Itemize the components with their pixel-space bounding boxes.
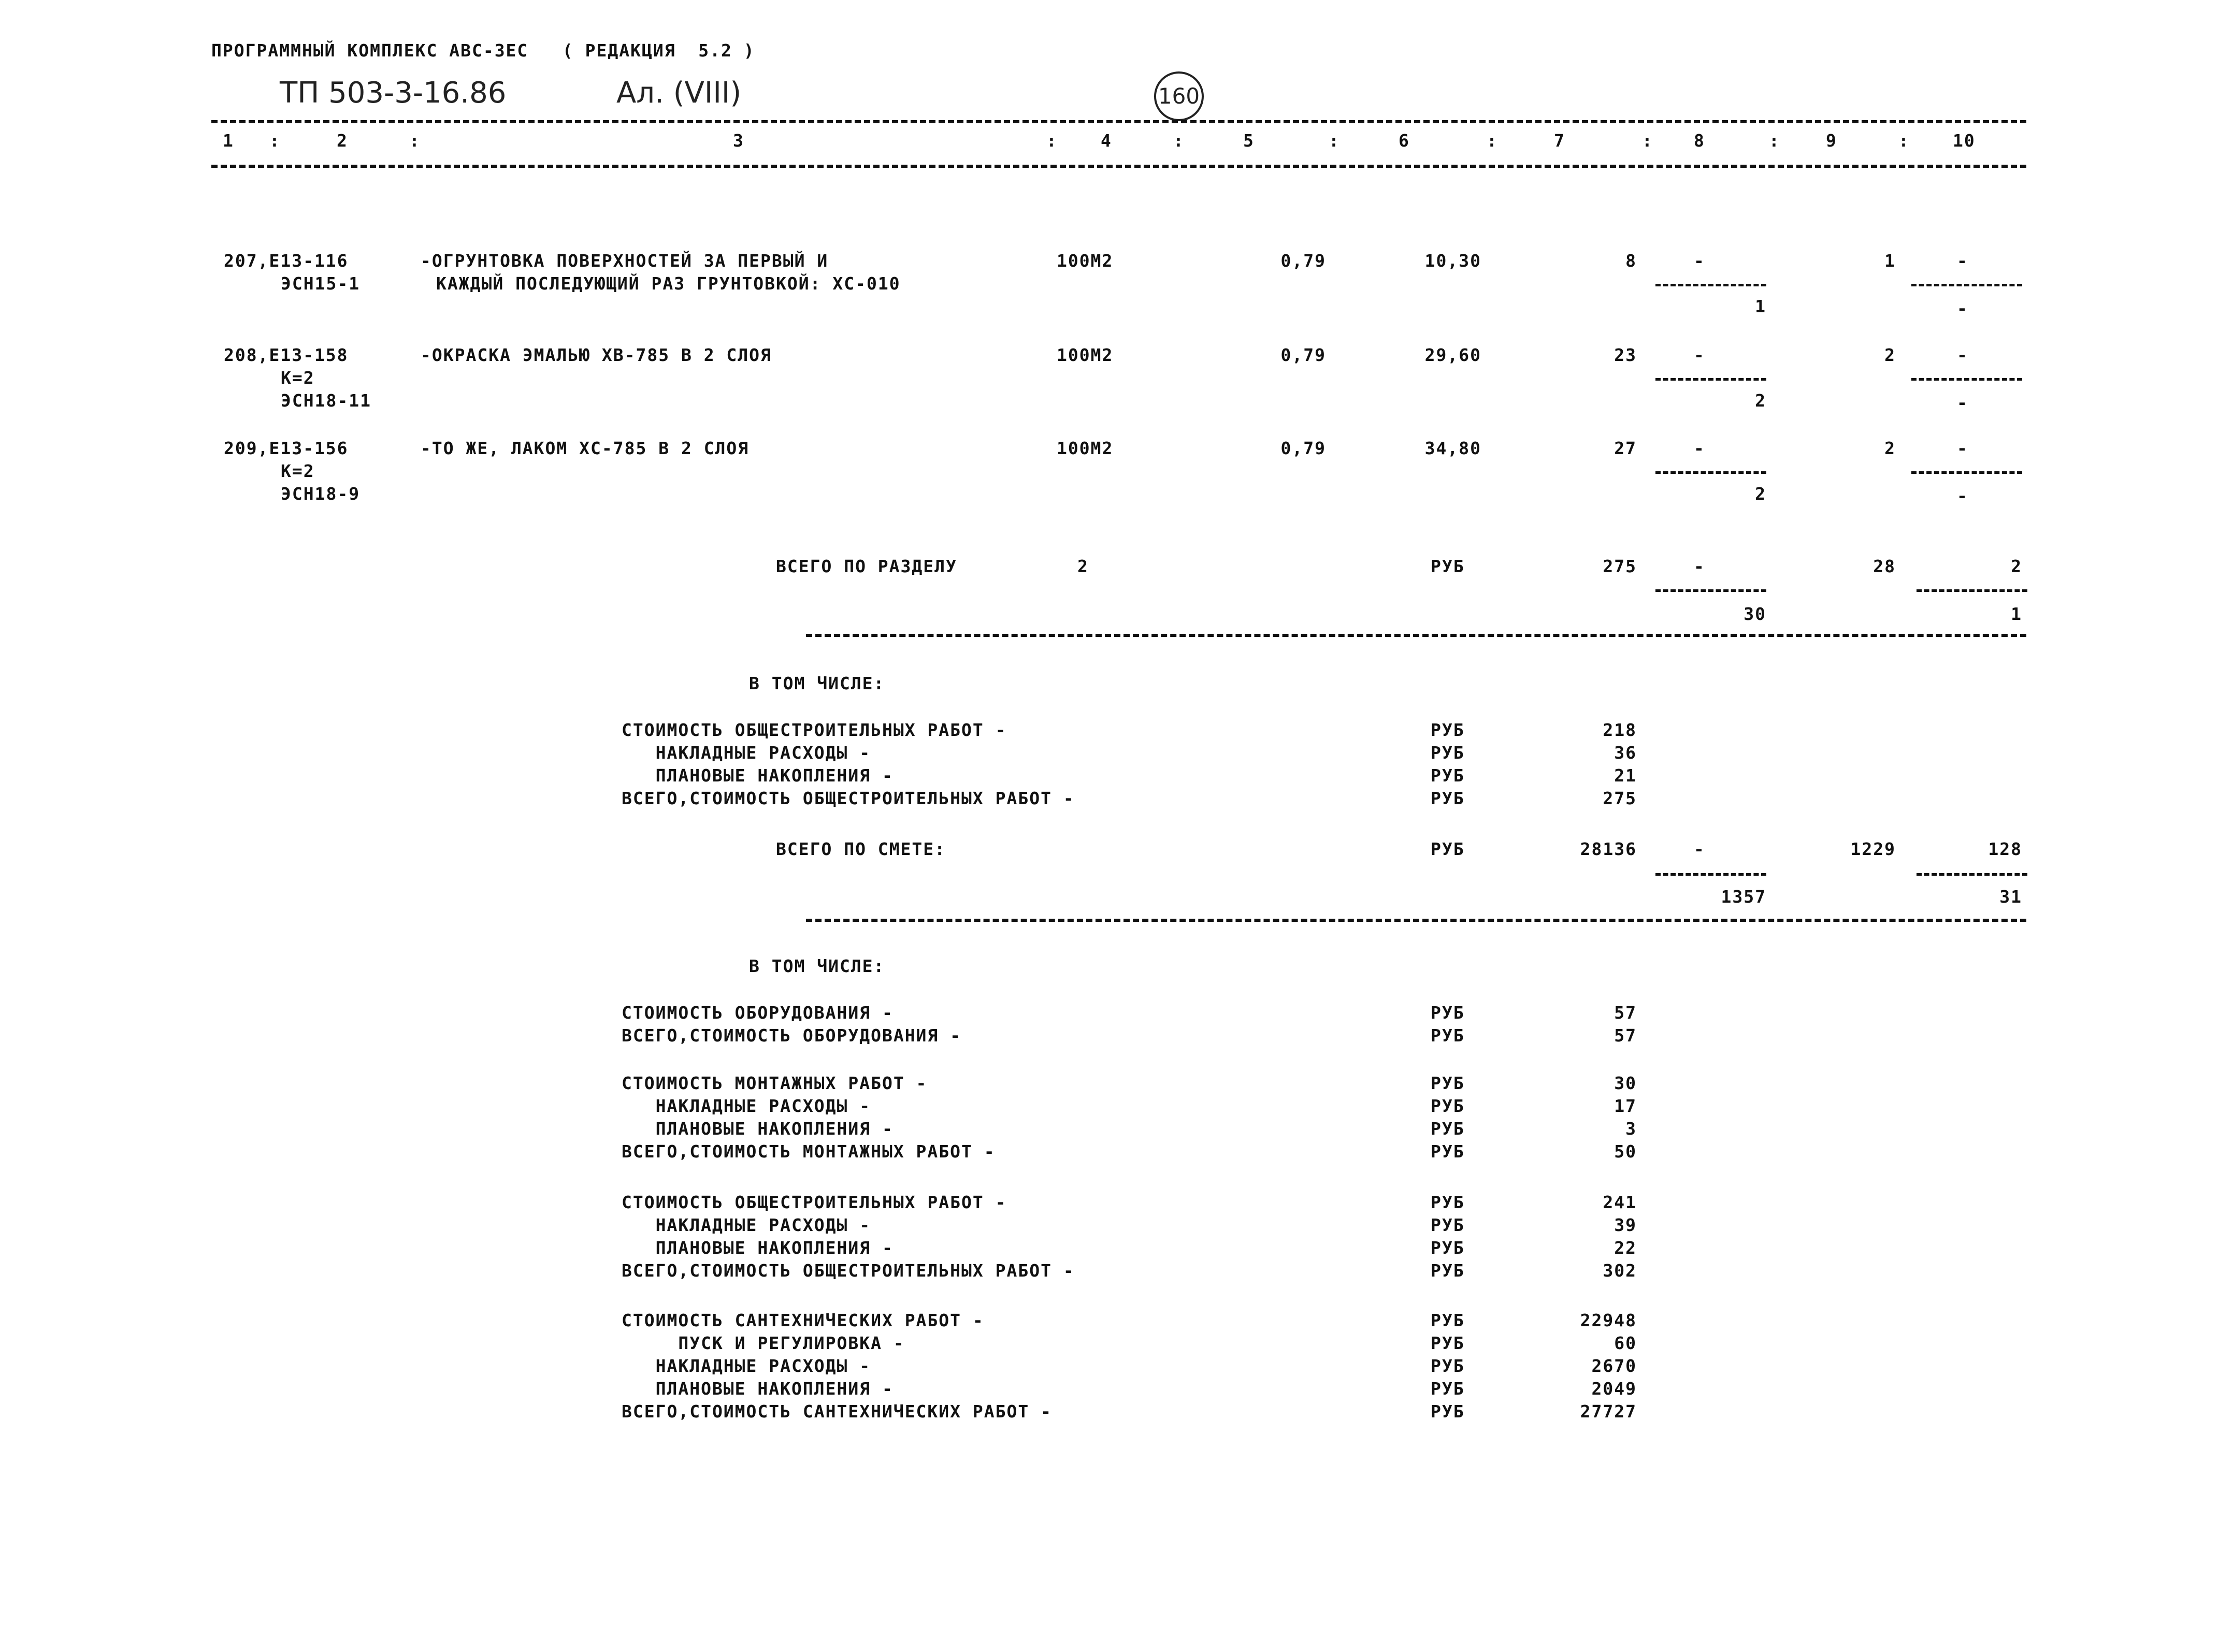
doc-code: ТП 503-3-16.86 xyxy=(280,76,507,110)
fraction-rule xyxy=(1655,284,1766,286)
breakdown-value: 3 xyxy=(1625,1119,1637,1139)
breakdown-unit: РУБ xyxy=(1431,1238,1465,1258)
breakdown-value: 57 xyxy=(1614,1003,1637,1023)
col-num-4: 4 xyxy=(1101,131,1112,151)
item-norm-code: ЭСН18-9 xyxy=(281,484,361,504)
breakdown-label: ПЛАНОВЫЕ НАКОПЛЕНИЯ - xyxy=(622,1119,894,1139)
section-total-col10: 2 xyxy=(2011,556,2022,576)
fraction-rule xyxy=(1911,284,2022,286)
breakdown-value: 22 xyxy=(1614,1238,1637,1258)
breakdown-unit: РУБ xyxy=(1431,1260,1465,1281)
item-number: 208,Е13-158 xyxy=(224,345,349,365)
breakdown-label: ПЛАНОВЫЕ НАКОПЛЕНИЯ - xyxy=(622,765,894,786)
breakdown-label: НАКЛАДНЫЕ РАСХОДЫ - xyxy=(622,1096,871,1116)
item-unit-price: 10,30 xyxy=(1424,251,1481,271)
breakdown-value: 36 xyxy=(1614,743,1637,763)
section-total-col9: 28 xyxy=(1873,556,1896,576)
fraction-rule xyxy=(1917,873,2027,876)
col-sep: : xyxy=(1642,131,1653,151)
section-rule xyxy=(806,634,2026,637)
col-sep: : xyxy=(269,131,281,151)
section-total-col10-lower: 1 xyxy=(2011,604,2022,624)
including-label: В ТОМ ЧИСЛЕ: xyxy=(749,673,885,693)
breakdown-unit: РУБ xyxy=(1431,1401,1465,1422)
breakdown-unit: РУБ xyxy=(1431,1003,1465,1023)
item-number: 209,Е13-156 xyxy=(224,438,349,458)
breakdown-label: ВСЕГО,СТОИМОСТЬ МОНТАЖНЫХ РАБОТ - xyxy=(622,1141,996,1162)
breakdown-value: 22948 xyxy=(1580,1310,1637,1330)
breakdown-unit: РУБ xyxy=(1431,1119,1465,1139)
item-col8: - xyxy=(1694,251,1705,271)
breakdown-unit: РУБ xyxy=(1431,1215,1465,1235)
fraction-rule xyxy=(1655,589,1766,592)
item-norm-code: ЭСН18-11 xyxy=(281,390,371,411)
col-num-1: 1 xyxy=(223,131,234,151)
breakdown-label: ВСЕГО,СТОИМОСТЬ САНТЕХНИЧЕСКИХ РАБОТ - xyxy=(622,1401,1052,1422)
fraction-rule xyxy=(1655,873,1766,876)
breakdown-unit: РУБ xyxy=(1431,1310,1465,1330)
section-number: 2 xyxy=(1077,556,1089,576)
item-col10: - xyxy=(1957,345,1968,365)
col-sep: : xyxy=(1487,131,1498,151)
item-description: -ТО ЖЕ, ЛАКОМ ХС-785 В 2 СЛОЯ xyxy=(421,438,750,458)
item-coefficient: К=2 xyxy=(281,368,315,388)
breakdown-value: 27727 xyxy=(1580,1401,1637,1422)
estimate-total-col10: 128 xyxy=(1988,839,2022,859)
item-unit: 100М2 xyxy=(1057,345,1114,365)
breakdown-value: 302 xyxy=(1603,1260,1637,1281)
breakdown-value: 21 xyxy=(1614,765,1637,786)
breakdown-label: СТОИМОСТЬ ОБОРУДОВАНИЯ - xyxy=(622,1003,894,1023)
section-total-unit: РУБ xyxy=(1431,556,1465,576)
breakdown-label: НАКЛАДНЫЕ РАСХОДЫ - xyxy=(622,1215,871,1235)
program-header: ПРОГРАММНЫЙ КОМПЛЕКС АВС-ЗЕС ( РЕДАКЦИЯ 5.2 ) xyxy=(211,40,755,61)
breakdown-unit: РУБ xyxy=(1431,1141,1465,1162)
breakdown-value: 2670 xyxy=(1591,1356,1637,1376)
estimate-total-col9: 1229 xyxy=(1850,839,1896,859)
breakdown-label: ВСЕГО,СТОИМОСТЬ ОБОРУДОВАНИЯ - xyxy=(622,1025,962,1046)
item-col10: - xyxy=(1957,438,1968,458)
estimate-total-col8-lower: 1357 xyxy=(1721,887,1766,907)
breakdown-value: 50 xyxy=(1614,1141,1637,1162)
item-col9: 2 xyxy=(1884,345,1896,365)
item-col8-lower: 2 xyxy=(1755,390,1766,411)
item-total: 27 xyxy=(1614,438,1637,458)
breakdown-label: СТОИМОСТЬ МОНТАЖНЫХ РАБОТ - xyxy=(622,1073,928,1093)
header-bottom-rule xyxy=(211,165,2026,168)
section-total-label: ВСЕГО ПО РАЗДЕЛУ xyxy=(776,556,957,576)
item-unit: 100М2 xyxy=(1057,438,1114,458)
item-total: 8 xyxy=(1625,251,1637,271)
item-unit: 100М2 xyxy=(1057,251,1114,271)
breakdown-unit: РУБ xyxy=(1431,1096,1465,1116)
item-col10-lower: - xyxy=(1957,393,1968,413)
item-col8: - xyxy=(1694,438,1705,458)
album-number: Ал. (VIII) xyxy=(616,76,742,110)
item-quantity: 0,79 xyxy=(1280,345,1326,365)
breakdown-unit: РУБ xyxy=(1431,1073,1465,1093)
col-sep: : xyxy=(409,131,421,151)
breakdown-unit: РУБ xyxy=(1431,1025,1465,1046)
item-quantity: 0,79 xyxy=(1280,251,1326,271)
breakdown-label: ВСЕГО,СТОИМОСТЬ ОБЩЕСТРОИТЕЛЬНЫХ РАБОТ - xyxy=(622,788,1075,808)
fraction-rule xyxy=(1911,471,2022,474)
estimate-total-unit: РУБ xyxy=(1431,839,1465,859)
col-num-5: 5 xyxy=(1243,131,1255,151)
page-number-stamp: 160 xyxy=(1154,71,1204,121)
breakdown-unit: РУБ xyxy=(1431,765,1465,786)
item-unit-price: 29,60 xyxy=(1424,345,1481,365)
col-num-3: 3 xyxy=(733,131,744,151)
breakdown-label: НАКЛАДНЫЕ РАСХОДЫ - xyxy=(622,743,871,763)
item-quantity: 0,79 xyxy=(1280,438,1326,458)
col-sep: : xyxy=(1173,131,1185,151)
col-sep: : xyxy=(1329,131,1340,151)
breakdown-unit: РУБ xyxy=(1431,720,1465,740)
item-col8-lower: 2 xyxy=(1755,484,1766,504)
col-num-6: 6 xyxy=(1399,131,1410,151)
breakdown-value: 241 xyxy=(1603,1192,1637,1212)
col-num-7: 7 xyxy=(1554,131,1565,151)
item-total: 23 xyxy=(1614,345,1637,365)
estimate-total-col8: - xyxy=(1694,839,1705,859)
breakdown-value: 30 xyxy=(1614,1073,1637,1093)
breakdown-value: 275 xyxy=(1603,788,1637,808)
item-description-cont: КАЖДЫЙ ПОСЛЕДУЮЩИЙ РАЗ ГРУНТОВКОЙ: ХС-010 xyxy=(436,273,901,294)
col-num-9: 9 xyxy=(1826,131,1837,151)
breakdown-label: СТОИМОСТЬ ОБЩЕСТРОИТЕЛЬНЫХ РАБОТ - xyxy=(622,1192,1007,1212)
fraction-rule xyxy=(1655,471,1766,474)
col-sep: : xyxy=(1769,131,1780,151)
breakdown-unit: РУБ xyxy=(1431,1192,1465,1212)
breakdown-unit: РУБ xyxy=(1431,1356,1465,1376)
estimate-rule xyxy=(806,919,2026,922)
section-total-value: 275 xyxy=(1603,556,1637,576)
fraction-rule xyxy=(1911,378,2022,381)
header-top-rule xyxy=(211,120,2026,123)
col-num-2: 2 xyxy=(337,131,348,151)
breakdown-label: ПЛАНОВЫЕ НАКОПЛЕНИЯ - xyxy=(622,1238,894,1258)
item-number: 207,Е13-116 xyxy=(224,251,349,271)
col-num-10: 10 xyxy=(1953,131,1976,151)
col-sep: : xyxy=(1898,131,1910,151)
breakdown-value: 57 xyxy=(1614,1025,1637,1046)
including-label: В ТОМ ЧИСЛЕ: xyxy=(749,956,885,976)
breakdown-unit: РУБ xyxy=(1431,743,1465,763)
breakdown-label: ПУСК И РЕГУЛИРОВКА - xyxy=(622,1333,905,1353)
item-norm-code: ЭСН15-1 xyxy=(281,273,361,294)
fraction-rule xyxy=(1655,378,1766,381)
breakdown-label: НАКЛАДНЫЕ РАСХОДЫ - xyxy=(622,1356,871,1376)
breakdown-unit: РУБ xyxy=(1431,1333,1465,1353)
item-col9: 1 xyxy=(1884,251,1896,271)
item-col10-lower: - xyxy=(1957,486,1968,506)
estimate-total-col10-lower: 31 xyxy=(1999,887,2022,907)
section-total-col8: - xyxy=(1694,556,1705,576)
col-num-8: 8 xyxy=(1694,131,1705,151)
estimate-total-value: 28136 xyxy=(1580,839,1637,859)
breakdown-label: ВСЕГО,СТОИМОСТЬ ОБЩЕСТРОИТЕЛЬНЫХ РАБОТ - xyxy=(622,1260,1075,1281)
item-description: -ОГРУНТОВКА ПОВЕРХНОСТЕЙ ЗА ПЕРВЫЙ И xyxy=(421,251,829,271)
item-col9: 2 xyxy=(1884,438,1896,458)
section-total-col8-lower: 30 xyxy=(1744,604,1766,624)
item-col8-lower: 1 xyxy=(1755,296,1766,316)
item-col10: - xyxy=(1957,251,1968,271)
breakdown-unit: РУБ xyxy=(1431,788,1465,808)
estimate-total-label: ВСЕГО ПО СМЕТЕ: xyxy=(776,839,946,859)
breakdown-value: 39 xyxy=(1614,1215,1637,1235)
breakdown-value: 17 xyxy=(1614,1096,1637,1116)
item-col8: - xyxy=(1694,345,1705,365)
breakdown-value: 218 xyxy=(1603,720,1637,740)
breakdown-unit: РУБ xyxy=(1431,1379,1465,1399)
item-col10-lower: - xyxy=(1957,298,1968,318)
col-sep: : xyxy=(1046,131,1058,151)
breakdown-value: 2049 xyxy=(1591,1379,1637,1399)
breakdown-value: 60 xyxy=(1614,1333,1637,1353)
breakdown-label: ПЛАНОВЫЕ НАКОПЛЕНИЯ - xyxy=(622,1379,894,1399)
item-unit-price: 34,80 xyxy=(1424,438,1481,458)
breakdown-label: СТОИМОСТЬ ОБЩЕСТРОИТЕЛЬНЫХ РАБОТ - xyxy=(622,720,1007,740)
item-description: -ОКРАСКА ЭМАЛЬЮ ХВ-785 В 2 СЛОЯ xyxy=(421,345,772,365)
breakdown-label: СТОИМОСТЬ САНТЕХНИЧЕСКИХ РАБОТ - xyxy=(622,1310,984,1330)
item-coefficient: К=2 xyxy=(281,461,315,481)
fraction-rule xyxy=(1917,589,2027,592)
